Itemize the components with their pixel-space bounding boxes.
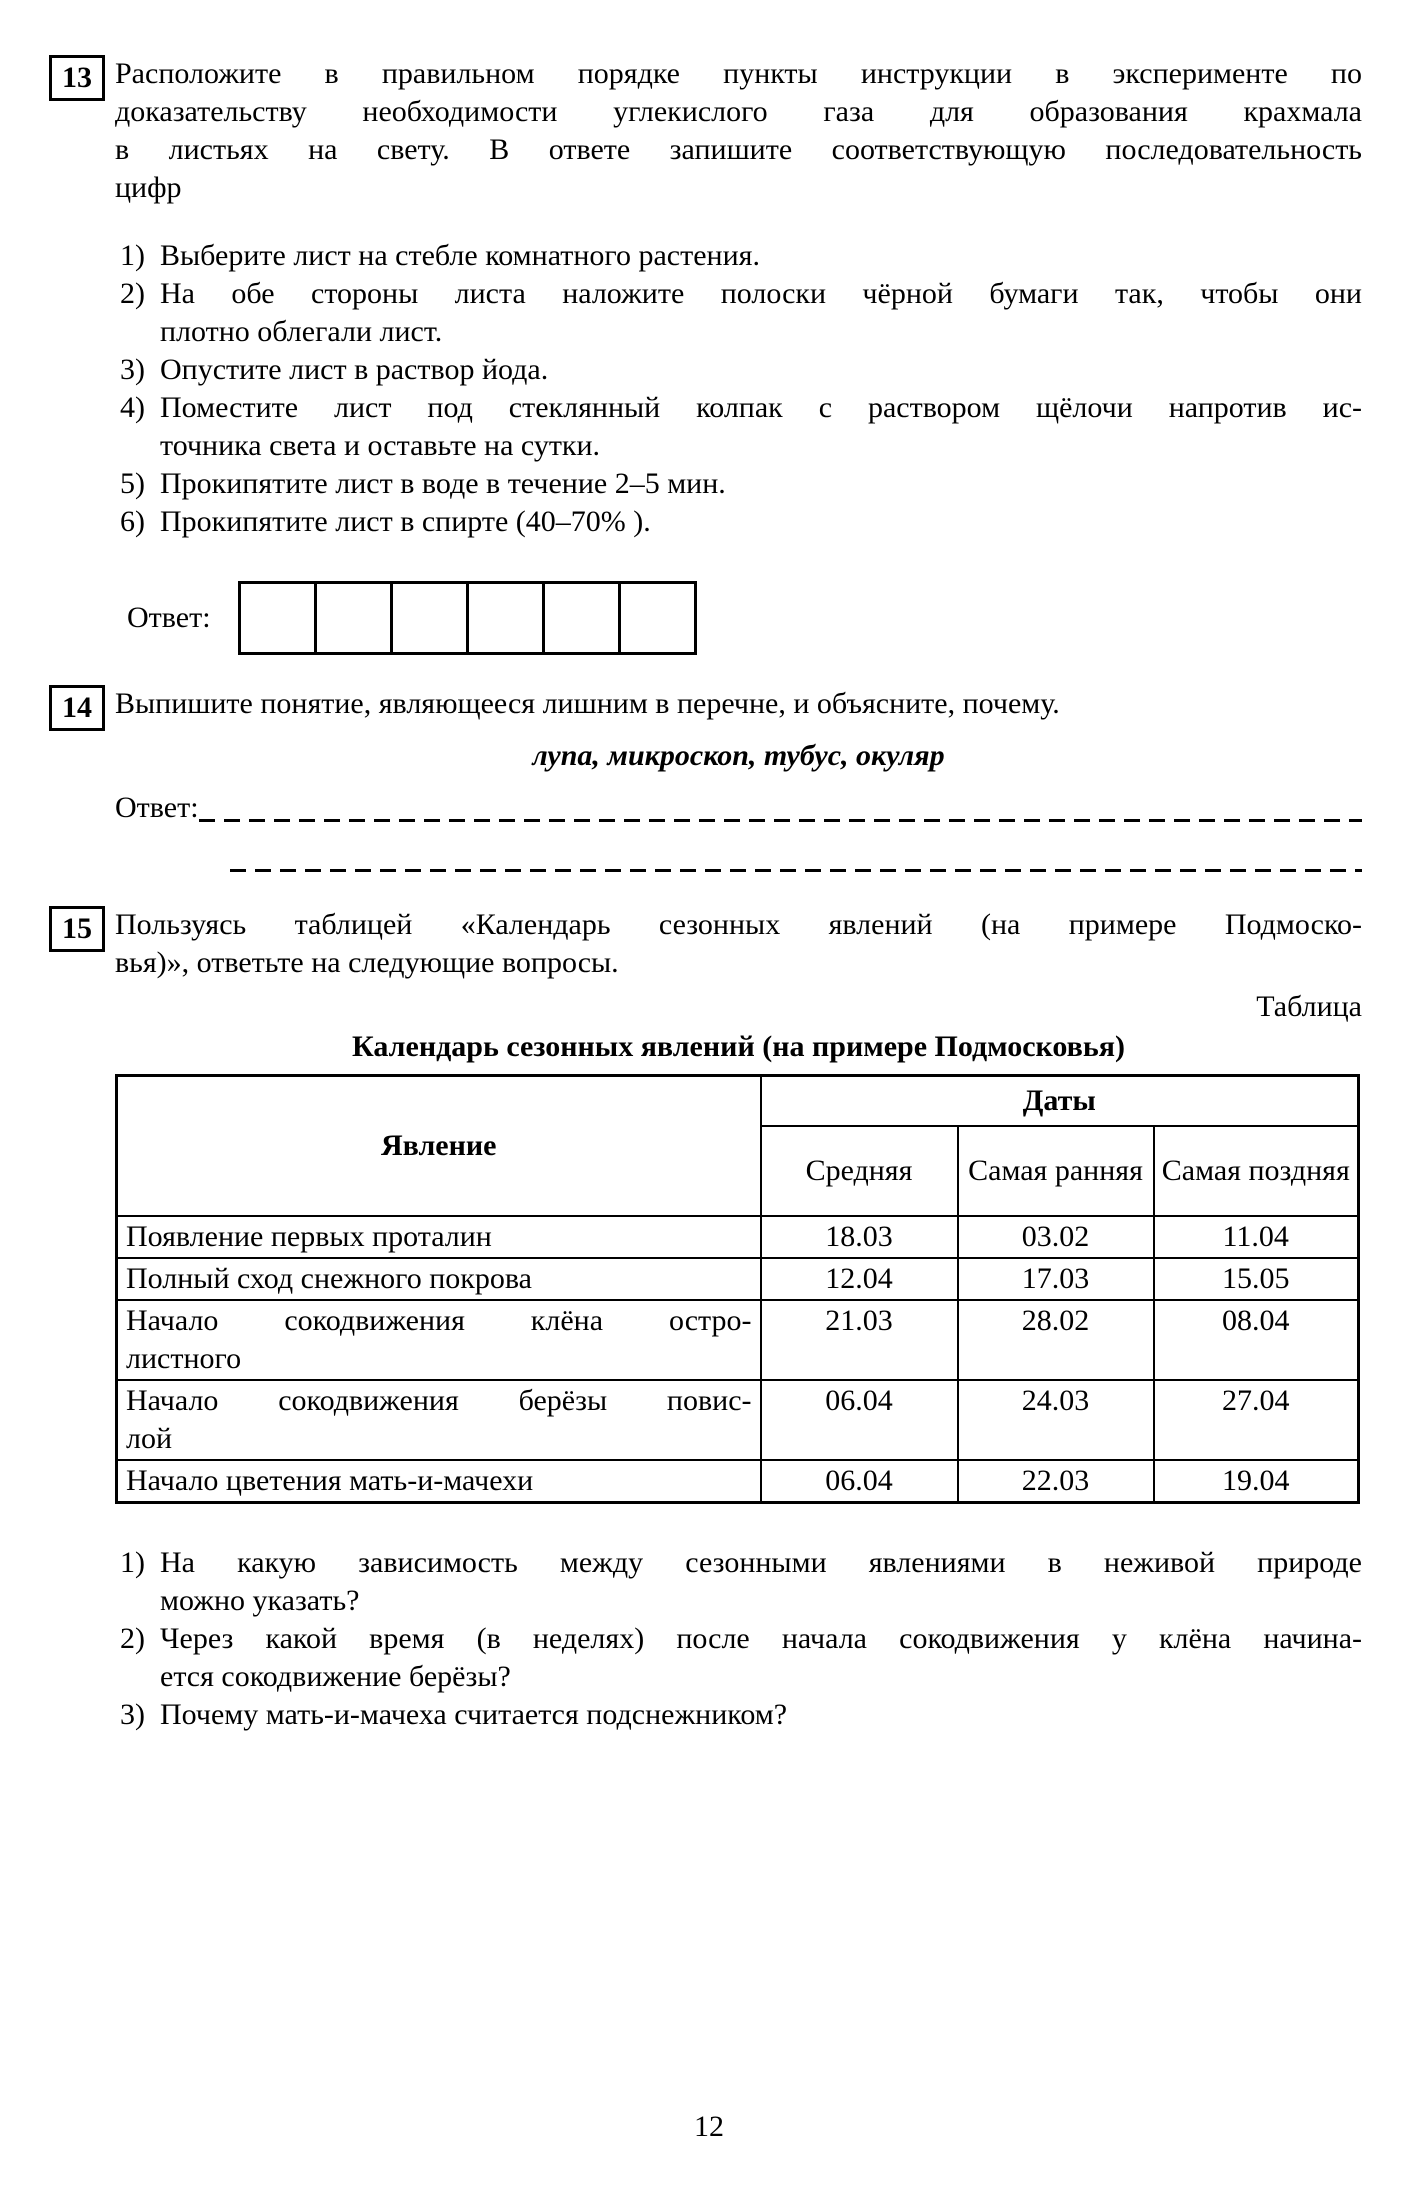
table-row — [117, 1460, 1359, 1503]
list-item — [115, 275, 1362, 351]
list-item — [115, 465, 1362, 503]
question-14-terms: лупа, микроскоп, тубус, окуляр — [532, 739, 945, 772]
cell-average: 18.03 — [761, 1216, 958, 1258]
column-header-latest: Самая поздняя — [1154, 1126, 1359, 1216]
answer-cell — [238, 581, 317, 655]
cell-earliest: 22.03 — [958, 1460, 1154, 1503]
answer-label: Ответ: — [127, 601, 211, 634]
column-header-average: Средняя — [761, 1126, 958, 1216]
question-14-prompt: Выпишите понятие, являющееся лишним в перечне, и объясните, почему. — [115, 687, 1060, 720]
question-13-answer-row — [127, 581, 1362, 655]
column-header-phenomenon: Явление — [117, 1076, 761, 1217]
list-item-text: Прокипятите лист в воде в течение 2–5 мин. — [160, 467, 726, 500]
table-row — [117, 1380, 1359, 1460]
answer-blank-line — [230, 869, 1362, 872]
answer-cell — [466, 581, 545, 655]
answer-cell — [618, 581, 697, 655]
list-item-text: Почему мать-и-мачеха считается подснежником? — [160, 1698, 788, 1731]
list-item-text: Опустите лист в раствор йода. — [160, 353, 549, 386]
question-15 — [62, 906, 1362, 1734]
cell-phenomenon: Полный сход снежного покрова — [117, 1258, 761, 1300]
column-header-earliest: Самая ранняя — [958, 1126, 1154, 1216]
list-item-marker: 3) — [120, 353, 145, 386]
cell-phenomenon: Начало цветения мать-и-мачехи — [117, 1460, 761, 1503]
cell-latest: 08.04 — [1154, 1300, 1359, 1380]
list-item-marker: 2) — [120, 1622, 145, 1655]
table-row — [117, 1216, 1359, 1258]
answer-blank-line — [199, 819, 1362, 822]
list-item-marker: 5) — [120, 467, 145, 500]
cell-average: 06.04 — [761, 1380, 958, 1460]
cell-earliest: 24.03 — [958, 1380, 1154, 1460]
list-item — [115, 1696, 1362, 1734]
list-item-text: На обе стороны листа наложите полоски чёрной бумаги так, чтобы они плотно облегали лист. — [160, 277, 1362, 348]
question-13-number-box — [49, 55, 105, 101]
list-item-marker: 4) — [120, 391, 145, 424]
question-15-subquestions — [115, 1544, 1362, 1734]
answer-boxes — [238, 581, 697, 655]
list-item-text: На какую зависимость между сезонными явлениями в неживой природе можно указать? — [160, 1546, 1362, 1617]
list-item-marker: 2) — [120, 277, 145, 310]
cell-average: 21.03 — [761, 1300, 958, 1380]
list-item-text: Поместите лист под стеклянный колпак с раствором щёлочи напротив ис- точника света и оставьте на сутки. — [160, 391, 1362, 462]
cell-phenomenon: Начало сокодвижения клёна остро- листного — [117, 1300, 761, 1380]
table-row — [117, 1300, 1359, 1380]
table-row — [117, 1258, 1359, 1300]
cell-earliest: 17.03 — [958, 1258, 1154, 1300]
cell-average: 12.04 — [761, 1258, 958, 1300]
question-13-list — [115, 237, 1362, 541]
cell-latest: 11.04 — [1154, 1216, 1359, 1258]
question-15-number: 15 — [62, 912, 92, 945]
answer-cell — [542, 581, 621, 655]
cell-phenomenon: Появление первых проталин — [117, 1216, 761, 1258]
cell-earliest: 28.02 — [958, 1300, 1154, 1380]
question-13 — [62, 55, 1362, 655]
page-number: 12 — [694, 2110, 724, 2143]
list-item — [115, 237, 1362, 275]
list-item-marker: 1) — [120, 239, 145, 272]
list-item-marker: 3) — [120, 1698, 145, 1731]
question-14-number-box — [49, 685, 105, 731]
table-header-row — [117, 1076, 1359, 1127]
question-14-answer-row — [115, 789, 1362, 827]
table-label: Таблица — [1256, 990, 1362, 1023]
list-item-text: Прокипятите лист в спирте (40–70% ). — [160, 505, 651, 538]
answer-cell — [314, 581, 393, 655]
cell-latest: 19.04 — [1154, 1460, 1359, 1503]
question-14-number: 14 — [62, 691, 92, 724]
list-item — [115, 503, 1362, 541]
cell-earliest: 03.02 — [958, 1216, 1154, 1258]
cell-phenomenon: Начало сокодвижения берёзы повис- лой — [117, 1380, 761, 1460]
question-13-prompt: Расположите в правильном порядке пункты инструкции в эксперименте по доказательству необходимости углекислого газа для образования крахмала в листьях на свету. В ответе запишите соответствующую последовательность цифр — [115, 57, 1362, 204]
list-item-text: Через какой время (в неделях) после начала сокодвижения у клёна начина- ется сокодвижение берёзы? — [160, 1622, 1362, 1693]
question-13-number: 13 — [62, 61, 92, 94]
list-item-marker: 6) — [120, 505, 145, 538]
list-item-marker: 1) — [120, 1546, 145, 1579]
column-group-header-dates: Даты — [761, 1076, 1359, 1127]
list-item — [115, 351, 1362, 389]
list-item — [115, 1544, 1362, 1620]
table-title: Календарь сезонных явлений (на примере Подмосковья) — [352, 1030, 1125, 1063]
answer-cell — [390, 581, 469, 655]
seasonal-phenomena-table — [115, 1074, 1360, 1504]
answer-label: Ответ: — [115, 791, 199, 824]
question-15-number-box — [49, 906, 105, 952]
question-15-prompt: Пользуясь таблицей «Календарь сезонных явлений (на примере Подмоско- вья)», ответьте на следующие вопросы. — [115, 908, 1362, 979]
cell-average: 06.04 — [761, 1460, 958, 1503]
list-item-text: Выберите лист на стебле комнатного растения. — [160, 239, 760, 272]
cell-latest: 15.05 — [1154, 1258, 1359, 1300]
list-item — [115, 1620, 1362, 1696]
question-14 — [62, 685, 1362, 872]
cell-latest: 27.04 — [1154, 1380, 1359, 1460]
page-content — [62, 55, 1362, 1734]
list-item — [115, 389, 1362, 465]
